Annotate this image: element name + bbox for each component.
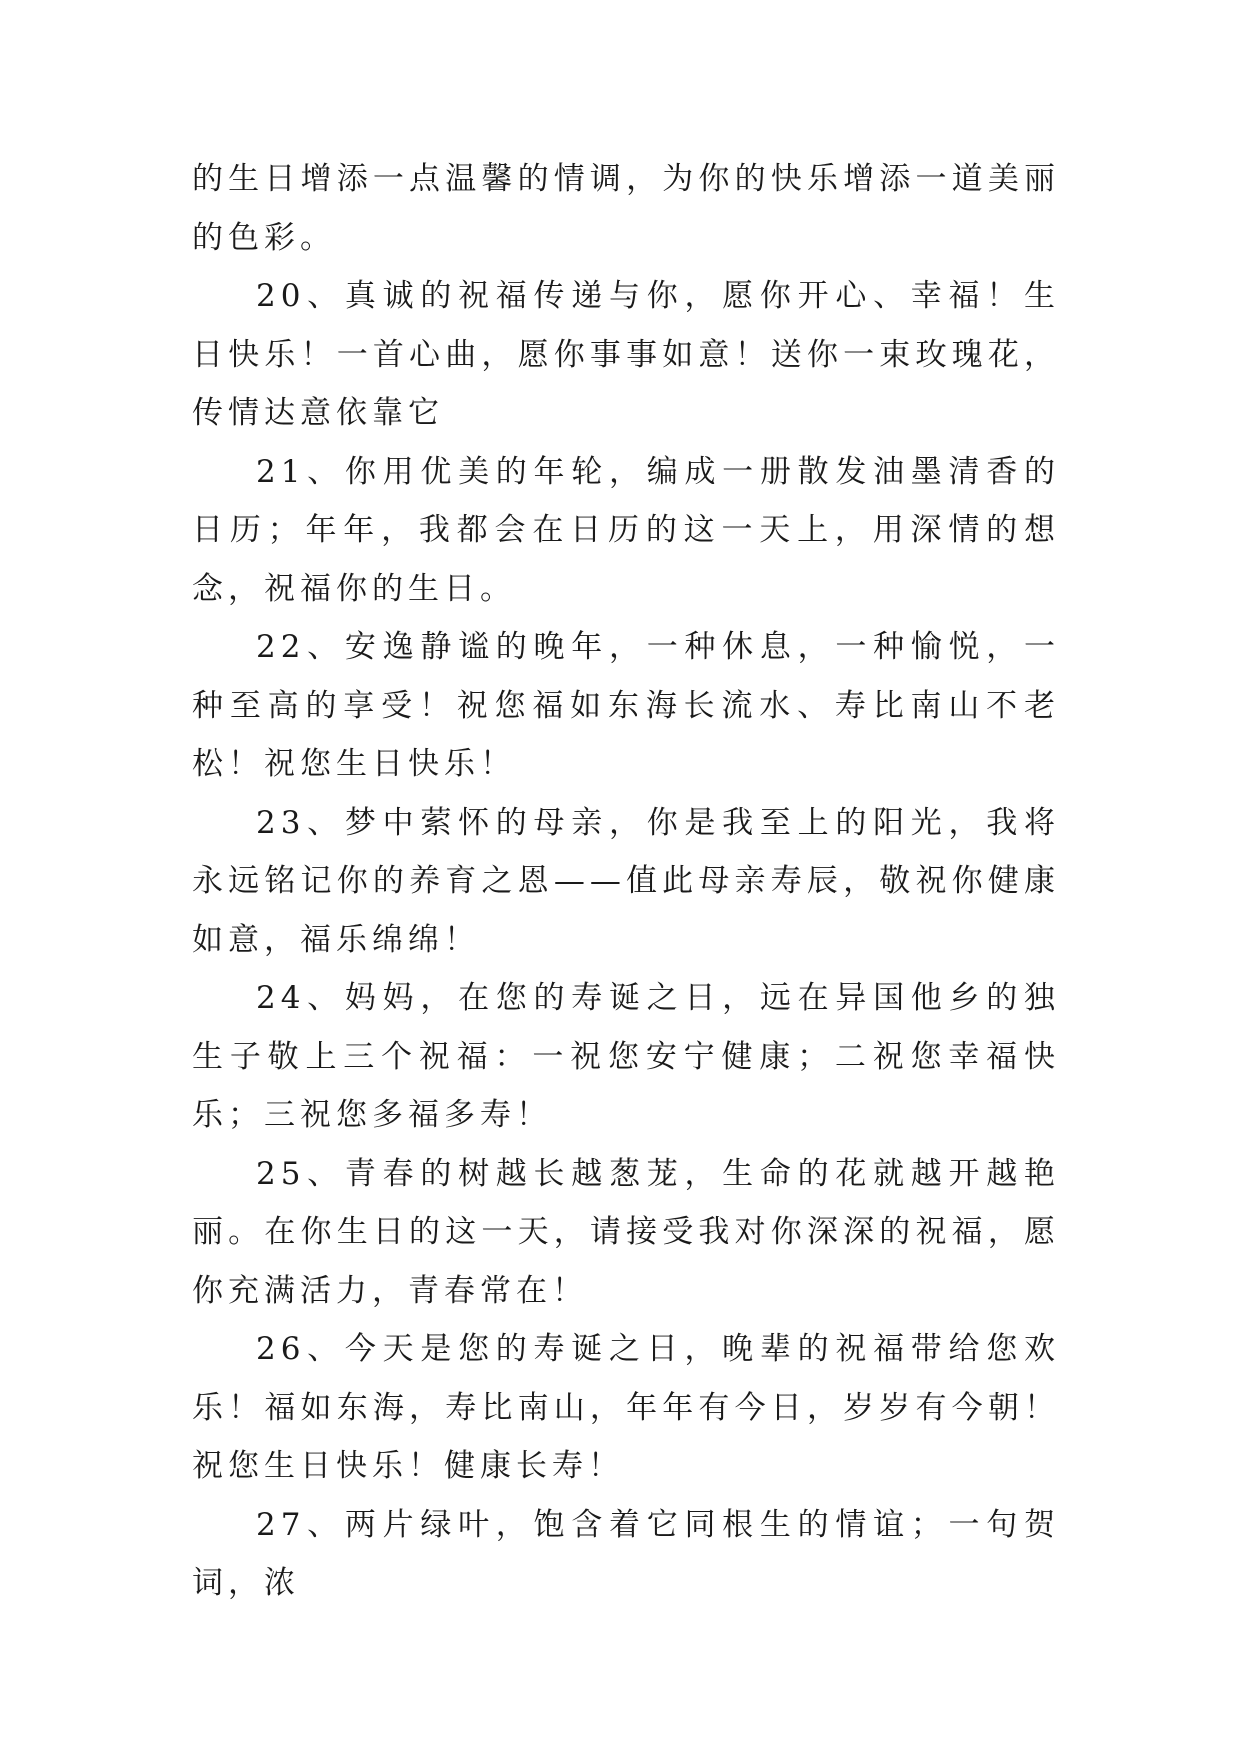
paragraph-23: 23、梦中萦怀的母亲，你是我至上的阳光，我将永远铭记你的养育之恩——值此母亲寿辰，敬祝你健康如意，福乐绵绵！ bbox=[192, 804, 1060, 958]
paragraph-24: 24、妈妈，在您的寿诞之日，远在异国他乡的独生子敬上三个祝福：一祝您安宁健康；二祝您幸福快乐；三祝您多福多寿！ bbox=[192, 980, 1060, 1133]
paragraph-20: 20、真诚的祝福传递与你，愿你开心、幸福！生日快乐！一首心曲，愿你事事如意！送你一束玫瑰花，传情达意依靠它 bbox=[192, 278, 1060, 431]
paragraph-26: 26、今天是您的寿诞之日，晚辈的祝福带给您欢乐！福如东海，寿比南山，年年有今日，岁岁有今朝！祝您生日快乐！健康长寿！ bbox=[192, 1331, 1060, 1484]
paragraph-25: 25、青春的树越长越葱茏，生命的花就越开越艳丽。在你生日的这一天，请接受我对你深深的祝福，愿你充满活力，青春常在！ bbox=[192, 1155, 1060, 1309]
paragraph-22: 22、安逸静谧的晚年，一种休息，一种愉悦，一种至高的享受！祝您福如东海长流水、寿比南山不老松！祝您生日快乐！ bbox=[192, 629, 1060, 782]
paragraph-27: 27、两片绿叶，饱含着它同根生的情谊；一句贺词，浓 bbox=[192, 1506, 1060, 1601]
paragraph-continuation: 的生日增添一点温馨的情调，为你的快乐增添一道美丽的色彩。 bbox=[192, 161, 1060, 256]
paragraph-21: 21、你用优美的年轮，编成一册散发油墨清香的日历；年年，我都会在日历的这一天上，用深情的想念，祝福你的生日。 bbox=[192, 453, 1060, 607]
document-body bbox=[192, 150, 1060, 1613]
